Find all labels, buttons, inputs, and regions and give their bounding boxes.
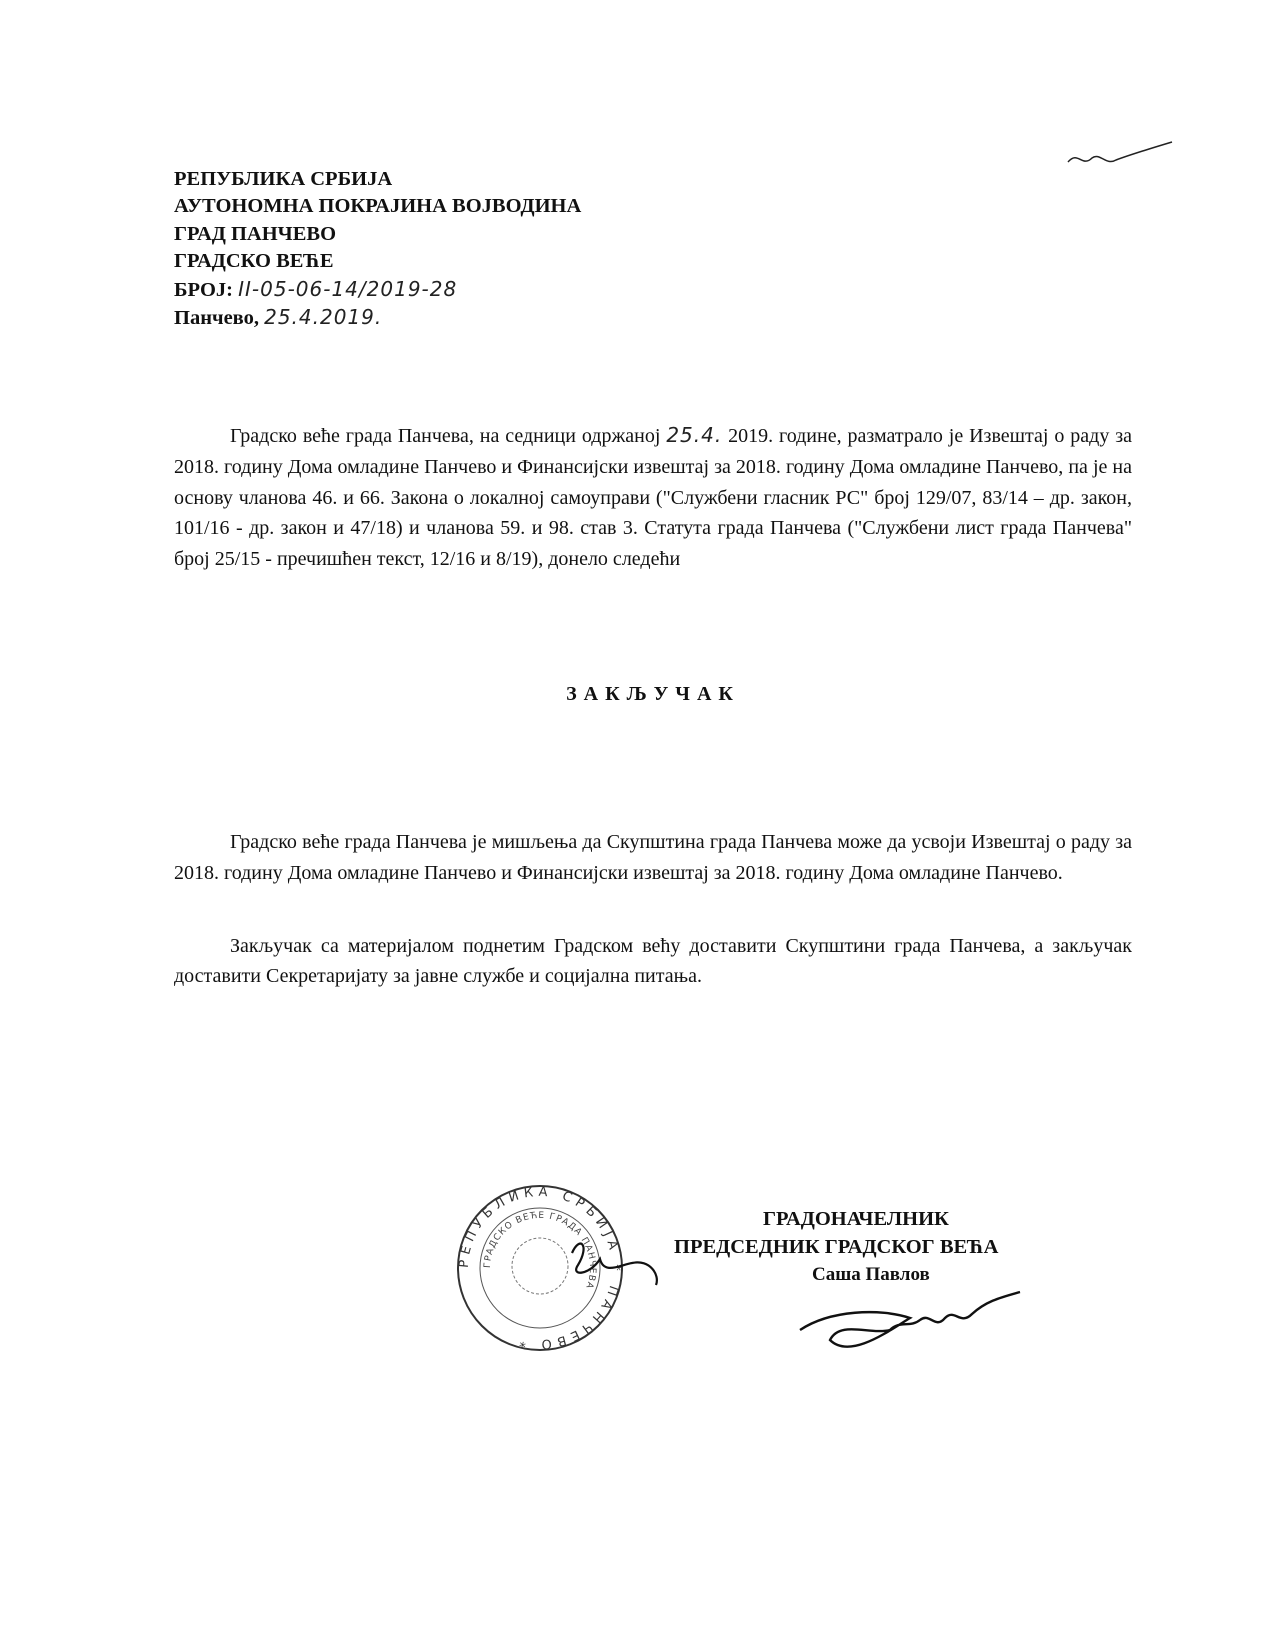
header-line: ГРАДСКО ВЕЋЕ <box>174 250 334 273</box>
handwritten-initials <box>560 1215 760 1295</box>
header-line: ГРАД ПАНЧЕВО <box>174 222 337 245</box>
document-header <box>174 166 1132 332</box>
svg-text:ГРАДСКО ВЕЋЕ ГРАДА ПАНЧЕВА: ГРАДСКО ВЕЋЕ ГРАДА ПАНЧЕВА <box>482 1210 598 1291</box>
document-title: ЗАКЉУЧАК <box>566 683 740 706</box>
handwritten-session-date: 25.4. <box>666 423 723 448</box>
document-number: БРОЈ: II-05-06-14/2019-28 <box>174 276 458 301</box>
preamble-paragraph: Градско веће града Панчева, на седници одржаној 25.4. 2019. године, разматрало је Извештај о раду за 2018. годину Дома омладине Панчево и Финансијски извештај за 2018. годину Дома омладине Панчево, па је на основу чланова 46. и 66. Закона о локалној самоуправи ("Службени гласник РС" број 129/07, 83/14 – др. закон, 101/16 - др. закон и 47/18) и чланова 59. и 98. став 3. Статута града Панчева ("Службени лист града Панчева" број 25/15 - пречишћен текст, 12/16 и 8/19), донело следећи <box>174 423 1132 570</box>
delivery-paragraph: Закључак са материјалом поднетим Градском већу доставити Скупштини града Панчева, а закључак доставити Секретаријату за јавне службе и социјална питања. <box>174 934 1132 988</box>
header-line: АУТОНОМНА ПОКРАЈИНА ВОЈВОДИНА <box>174 195 582 218</box>
header-line: РЕПУБЛИКА СРБИЈА <box>174 168 393 190</box>
handwritten-number: II-05-06-14/2019-28 <box>238 276 458 301</box>
conclusion-paragraph: Градско веће града Панчева је мишљења да Скупштина града Панчева може да усвоји Извештај о раду за 2018. годину Дома омладине Панчево и Финансијски извештај за 2018. годину Дома омладине Панчево. <box>174 831 1132 884</box>
document-body <box>174 166 1132 992</box>
signatory-position: ПРЕДСЕДНИК ГРАДСКОГ ВЕЋА <box>674 1236 999 1258</box>
handwritten-signature <box>600 1290 1040 1400</box>
handwritten-date: 25.4.2019. <box>264 305 383 330</box>
signatory-name: Саша Павлов <box>812 1264 930 1285</box>
svg-text:РЕПУБЛИКА СРБИЈА * ПАНЧЕВО *: РЕПУБЛИКА СРБИЈА * ПАНЧЕВО * <box>456 1184 624 1352</box>
document-date: Панчево, 25.4.2019. <box>174 305 383 330</box>
signatory-title: ГРАДОНАЧЕЛНИК <box>763 1208 949 1230</box>
